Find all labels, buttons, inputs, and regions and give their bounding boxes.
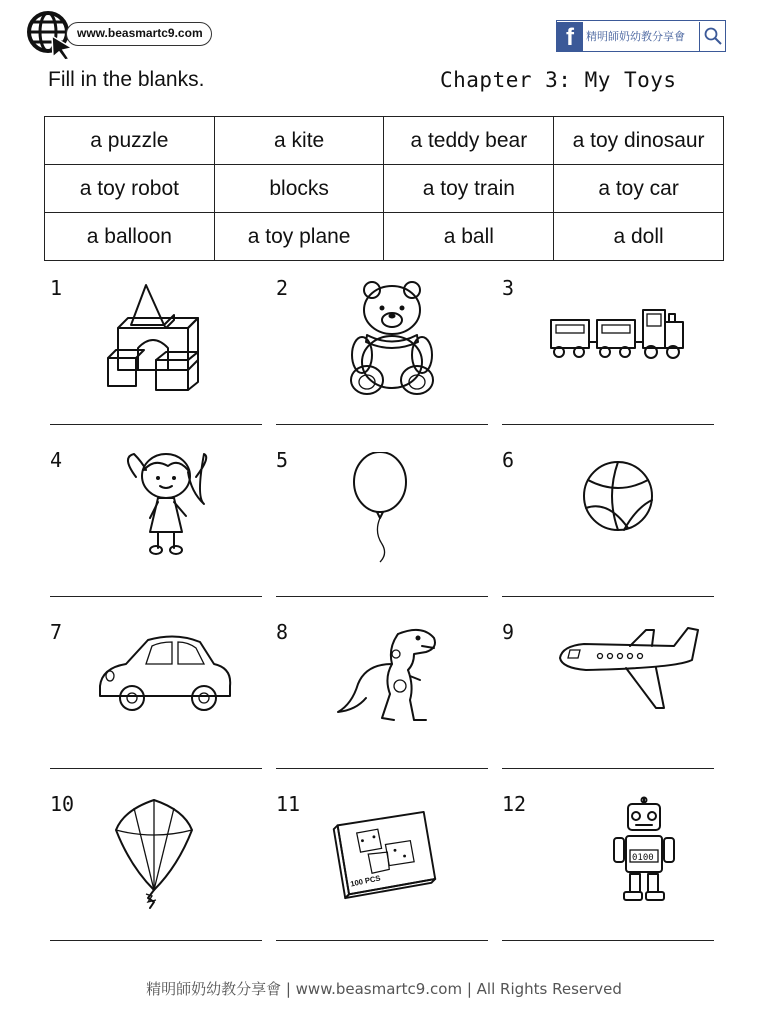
exercise-item-12 — [496, 792, 716, 962]
word-bank-cell: a toy train — [384, 165, 554, 213]
word-bank-cell: a balloon — [45, 213, 215, 261]
word-bank-cell: a toy robot — [45, 165, 215, 213]
answer-blank[interactable] — [502, 424, 714, 425]
facebook-group-badge — [556, 20, 726, 52]
teddy-bear-icon — [322, 280, 462, 400]
kite-icon — [96, 796, 236, 916]
word-bank-cell: a toy dinosaur — [554, 117, 724, 165]
word-bank-cell: a toy car — [554, 165, 724, 213]
word-bank-cell: blocks — [214, 165, 384, 213]
exercise-item-1 — [44, 276, 264, 446]
exercise-item-2 — [270, 276, 490, 446]
item-number: 8 — [276, 620, 289, 644]
facebook-logo-icon: f — [557, 22, 583, 51]
item-number: 2 — [276, 276, 289, 300]
item-number: 6 — [502, 448, 515, 472]
answer-blank[interactable] — [502, 596, 714, 597]
toy-plane-icon — [544, 624, 708, 744]
answer-blank[interactable] — [276, 768, 488, 769]
answer-blank[interactable] — [50, 940, 262, 941]
word-bank-cell: a kite — [214, 117, 384, 165]
instruction-text: Fill in the blanks. — [48, 68, 205, 91]
exercise-item-3 — [496, 276, 716, 446]
puzzle-box-label: 100 PCS — [349, 873, 382, 889]
word-bank-cell: a doll — [554, 213, 724, 261]
word-bank-row — [45, 165, 724, 213]
exercise-item-4 — [44, 448, 264, 618]
item-number: 12 — [502, 792, 527, 816]
word-bank-cell: a ball — [384, 213, 554, 261]
item-number: 4 — [50, 448, 63, 472]
robot-chest-label: 0100 — [632, 853, 654, 863]
chapter-title: Chapter 3: My Toys — [440, 68, 677, 92]
answer-blank[interactable] — [276, 940, 488, 941]
item-number: 10 — [50, 792, 75, 816]
blocks-icon — [96, 280, 236, 400]
word-bank-cell: a toy plane — [214, 213, 384, 261]
word-bank-table — [44, 116, 724, 261]
exercise-item-6 — [496, 448, 716, 618]
item-number: 1 — [50, 276, 63, 300]
website-url: www.beasmartc9.com — [66, 22, 212, 46]
toy-robot-icon — [548, 796, 688, 916]
website-badge — [26, 10, 226, 60]
word-bank-cell: a teddy bear — [384, 117, 554, 165]
item-number: 5 — [276, 448, 289, 472]
item-number: 9 — [502, 620, 515, 644]
doll-icon — [96, 452, 236, 572]
item-number: 3 — [502, 276, 515, 300]
toy-dinosaur-icon — [322, 624, 462, 744]
answer-blank[interactable] — [502, 940, 714, 941]
exercise-item-9 — [496, 620, 716, 790]
item-number: 11 — [276, 792, 301, 816]
toy-car-icon — [96, 624, 236, 744]
word-bank-row — [45, 213, 724, 261]
toy-train-icon — [534, 280, 704, 400]
exercise-item-10 — [44, 792, 264, 962]
answer-blank[interactable] — [50, 424, 262, 425]
exercise-item-5 — [270, 448, 490, 618]
word-bank-cell: a puzzle — [45, 117, 215, 165]
exercise-item-11 — [270, 792, 490, 962]
answer-blank[interactable] — [50, 596, 262, 597]
facebook-group-name: 精明師奶幼教分享會 — [586, 30, 685, 43]
balloon-icon — [322, 452, 462, 572]
ball-icon — [548, 452, 688, 572]
answer-blank[interactable] — [276, 596, 488, 597]
answer-blank[interactable] — [276, 424, 488, 425]
word-bank-row — [45, 117, 724, 165]
search-icon — [699, 22, 725, 51]
footer-copyright: 精明師奶幼教分享會 | www.beasmartc9.com | All Rights Reserved — [146, 980, 622, 998]
exercise-item-8 — [270, 620, 490, 790]
answer-blank[interactable] — [502, 768, 714, 769]
exercise-item-7 — [44, 620, 264, 790]
item-number: 7 — [50, 620, 63, 644]
puzzle-icon — [328, 796, 462, 916]
answer-blank[interactable] — [50, 768, 262, 769]
